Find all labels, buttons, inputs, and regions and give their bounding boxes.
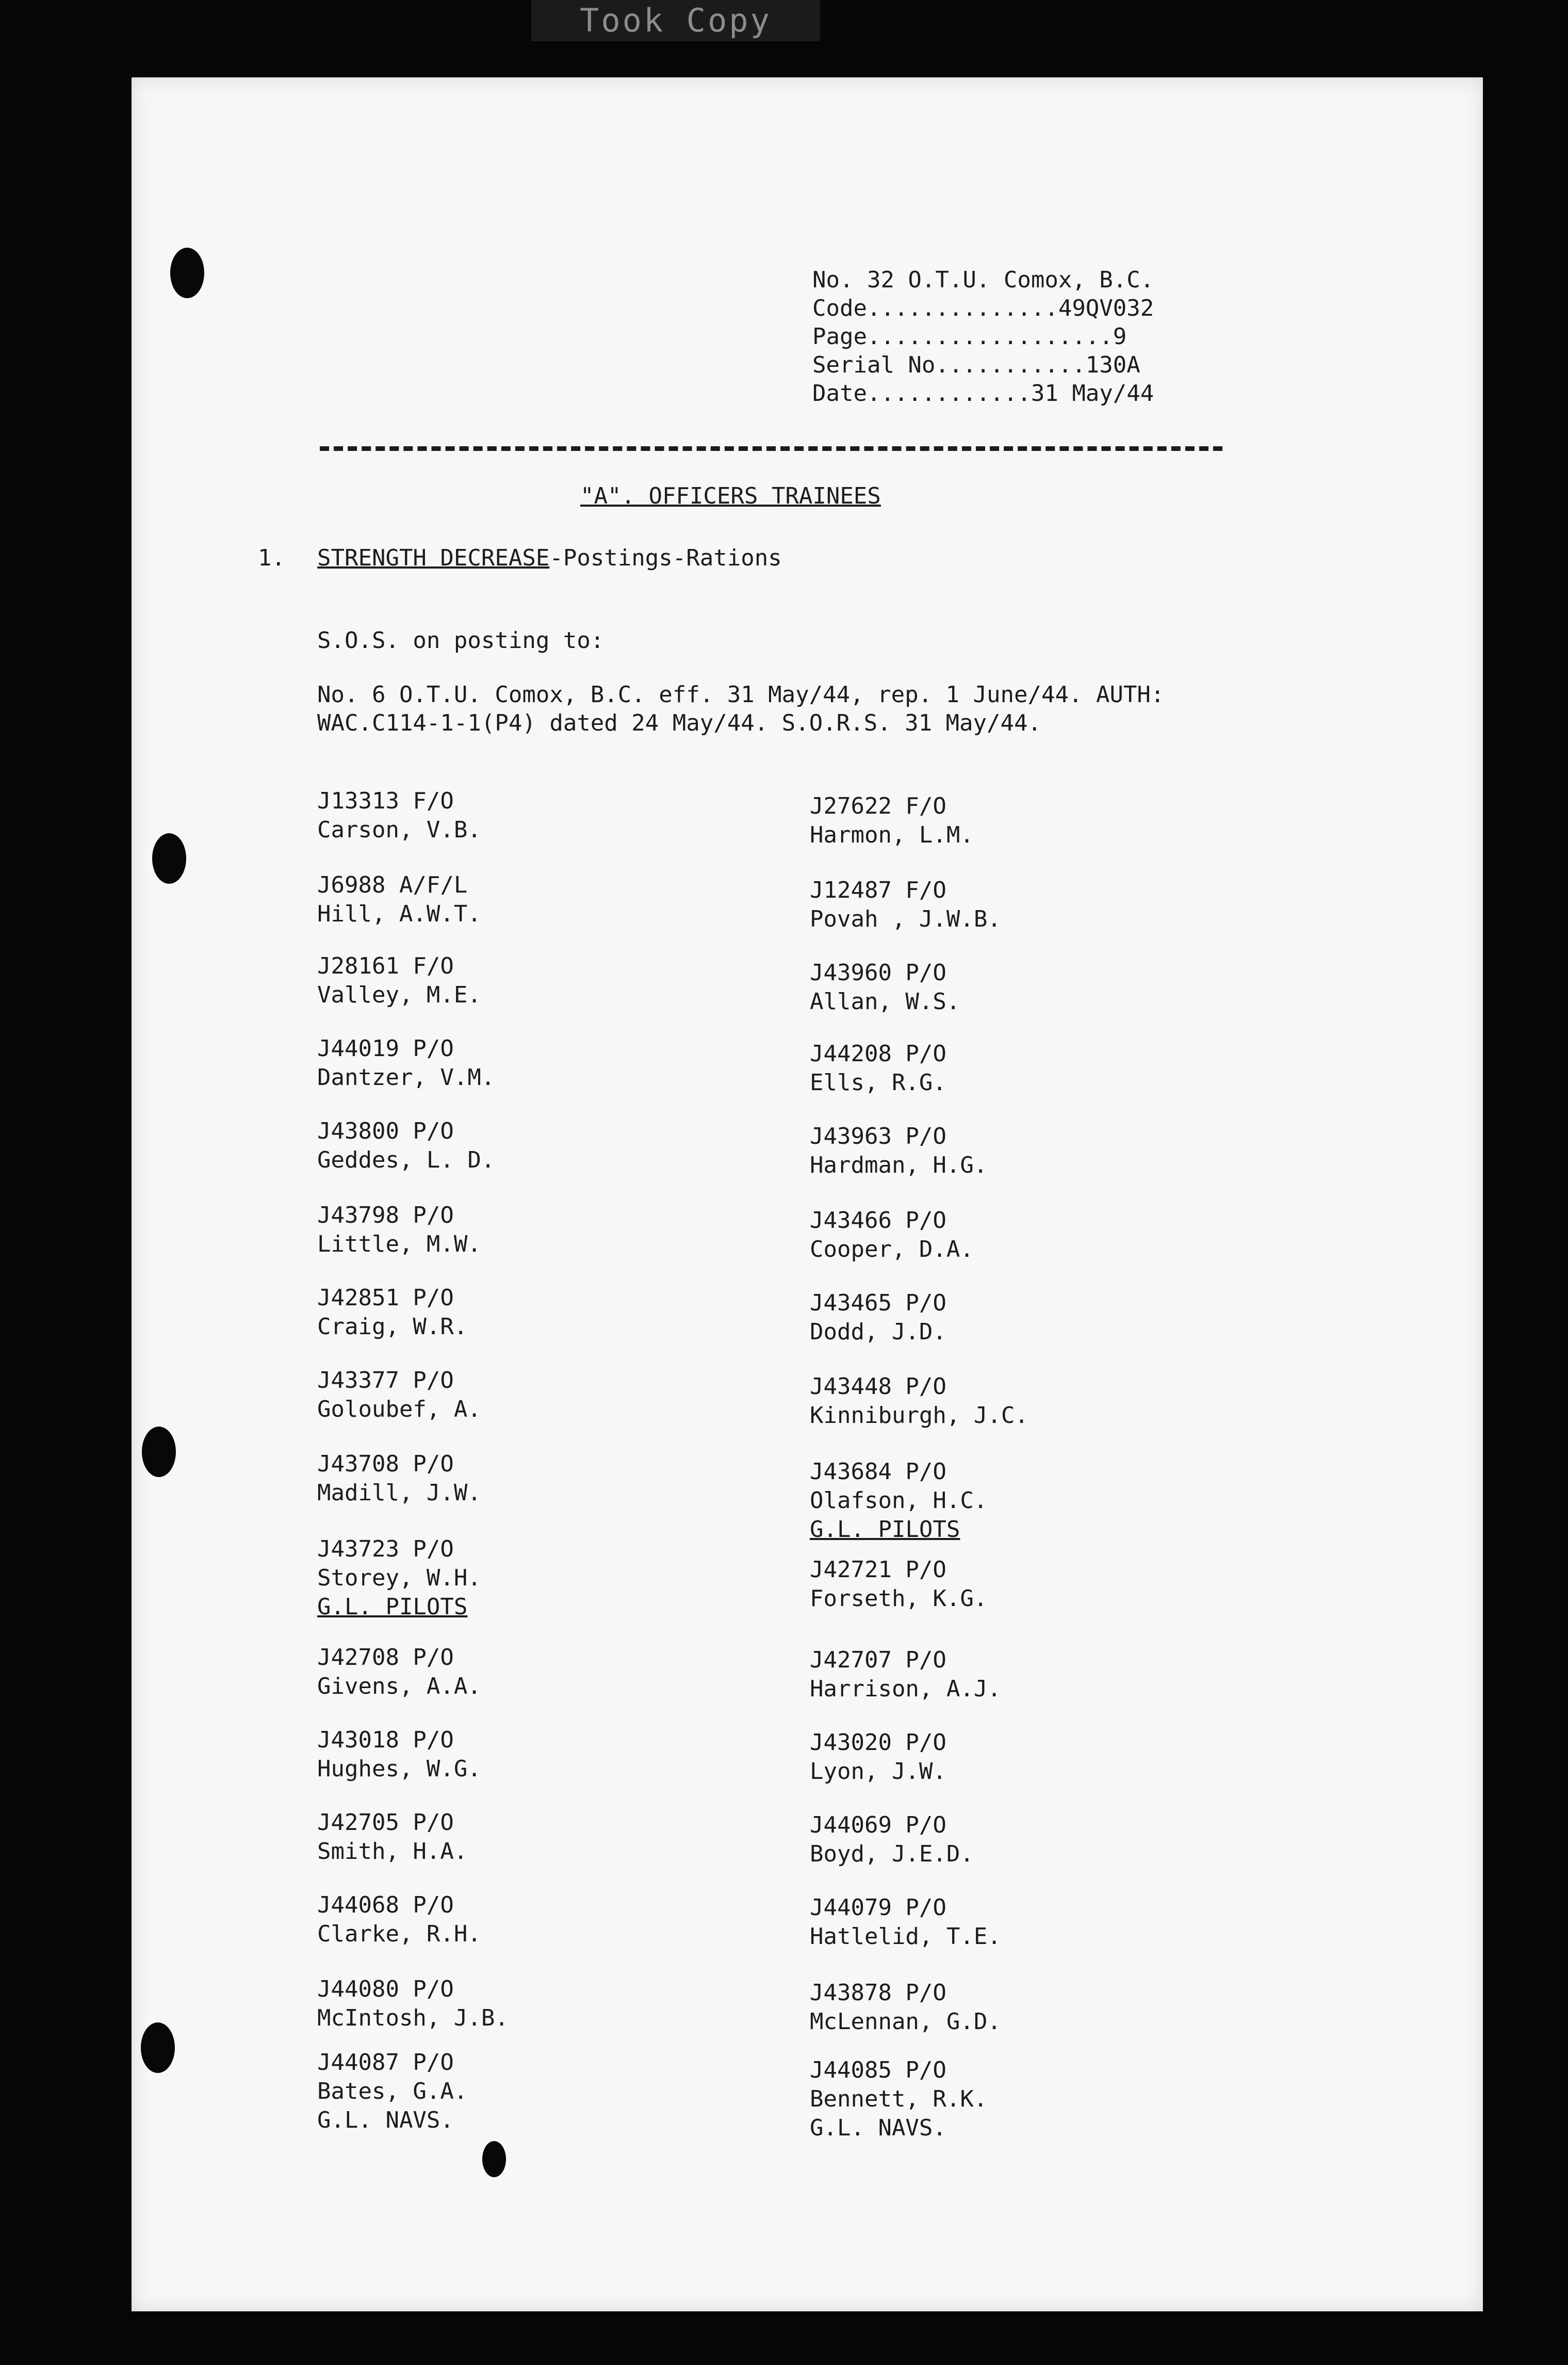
list-item xyxy=(317,787,481,845)
officer-id: J13313 F/O xyxy=(317,788,454,814)
officer-name: Craig, W.R. xyxy=(317,1314,468,1340)
list-item xyxy=(317,952,481,1010)
officer-name: Storey, W.H. xyxy=(317,1565,481,1591)
officer-name: Dantzer, V.M. xyxy=(317,1064,495,1091)
officer-id: J43708 P/O xyxy=(317,1451,454,1477)
group-label: G.L. PILOTS xyxy=(810,1516,960,1543)
officer-name: Hughes, W.G. xyxy=(317,1756,481,1782)
list-item xyxy=(317,1975,509,2033)
list-item xyxy=(810,1979,1001,2036)
officer-id: J44079 P/O xyxy=(810,1894,946,1921)
officer-id: J6988 A/F/L xyxy=(317,872,468,898)
officer-id: J42708 P/O xyxy=(317,1644,454,1671)
officer-name: Clarke, R.H. xyxy=(317,1921,481,1947)
list-item xyxy=(810,792,974,850)
officer-id: J43377 P/O xyxy=(317,1367,454,1394)
officer-id: J44080 P/O xyxy=(317,1976,454,2002)
officer-id: J42705 P/O xyxy=(317,1809,454,1836)
officer-name: Hardman, H.G. xyxy=(810,1152,988,1178)
officer-id: J43684 P/O xyxy=(810,1459,946,1485)
took-copy-stamp: Took Copy xyxy=(531,0,820,41)
list-item xyxy=(317,1117,495,1175)
officer-name: Lyon, J.W. xyxy=(810,1758,946,1785)
officer-id: J43800 P/O xyxy=(317,1118,454,1144)
officer-name: Povah , J.W.B. xyxy=(810,906,1001,932)
officer-name: Madill, J.W. xyxy=(317,1480,481,1506)
officer-name: Smith, H.A. xyxy=(317,1838,468,1865)
date-line: Date............31 May/44 xyxy=(812,380,1154,407)
item-heading-underlined: STRENGTH DECREASE xyxy=(317,545,550,571)
officer-name: Bates, G.A. xyxy=(317,2078,468,2104)
officer-id: J44068 P/O xyxy=(317,1892,454,1918)
page-line: Page..................9 xyxy=(812,323,1127,350)
group-label: G.L. NAVS. xyxy=(810,2115,946,2141)
list-item xyxy=(810,2056,987,2143)
posting-line-1: No. 6 O.T.U. Comox, B.C. eff. 31 May/44, rep. 1 June/44. AUTH: xyxy=(317,682,1165,708)
list-item xyxy=(317,1284,467,1341)
serial-line: Serial No...........130A xyxy=(812,352,1140,378)
punch-hole xyxy=(482,2141,506,2177)
code-line: Code..............49QV032 xyxy=(812,295,1154,321)
officer-name: Valley, M.E. xyxy=(317,982,481,1008)
item-number: 1. xyxy=(258,545,285,571)
officer-id: J12487 F/O xyxy=(810,877,946,903)
officer-name: Harrison, A.J. xyxy=(810,1676,1001,1702)
list-item xyxy=(317,871,481,929)
officer-name: Harmon, L.M. xyxy=(810,822,974,848)
officer-name: Givens, A.A. xyxy=(317,1673,481,1699)
officer-name: Little, M.W. xyxy=(317,1231,481,1257)
officer-id: J43878 P/O xyxy=(810,1980,946,2006)
list-item xyxy=(317,1034,495,1092)
posting-line-2: WAC.C114-1-1(P4) dated 24 May/44. S.O.R.S. 31 May/44. xyxy=(317,710,1041,736)
header-divider xyxy=(320,446,1222,451)
list-item xyxy=(810,1457,987,1544)
officer-name: Boyd, J.E.D. xyxy=(810,1841,974,1867)
list-item xyxy=(317,1201,481,1259)
list-item xyxy=(317,1726,481,1784)
list-item xyxy=(810,1122,987,1180)
unit-line: No. 32 O.T.U. Comox, B.C. xyxy=(812,267,1154,293)
list-item xyxy=(810,1040,946,1097)
list-item xyxy=(317,1535,481,1622)
officer-id: J28161 F/O xyxy=(317,953,454,979)
officer-name: Carson, V.B. xyxy=(317,817,481,843)
officer-name: Goloubef, A. xyxy=(317,1396,481,1422)
list-item xyxy=(810,1646,1001,1704)
item-heading-rest: -Postings-Rations xyxy=(549,545,782,571)
item-heading xyxy=(317,544,782,572)
section-title: "A". OFFICERS TRAINEES xyxy=(580,483,881,509)
list-item xyxy=(317,1643,481,1701)
list-item xyxy=(317,1891,481,1949)
officer-name: Bennett, R.K. xyxy=(810,2086,988,2112)
officer-id: J43448 P/O xyxy=(810,1373,946,1400)
list-item xyxy=(810,1728,946,1786)
officer-name: Olafson, H.C. xyxy=(810,1487,988,1514)
group-label: G.L. PILOTS xyxy=(317,1594,468,1620)
punch-hole xyxy=(170,248,204,298)
officer-id: J44085 P/O xyxy=(810,2057,946,2083)
officer-id: J44087 P/O xyxy=(317,2049,454,2076)
officer-id: J44069 P/O xyxy=(810,1812,946,1838)
officer-id: J27622 F/O xyxy=(810,793,946,819)
list-item xyxy=(317,2048,467,2135)
officer-name: Hill, A.W.T. xyxy=(317,901,481,927)
list-item xyxy=(317,1366,481,1424)
list-item xyxy=(317,1450,481,1508)
punch-hole xyxy=(141,2022,175,2073)
list-item xyxy=(317,1808,467,1866)
officer-name: Kinniburgh, J.C. xyxy=(810,1402,1028,1429)
list-item xyxy=(810,1206,974,1264)
officer-name: McIntosh, J.B. xyxy=(317,2005,509,2031)
officer-id: J43466 P/O xyxy=(810,1207,946,1234)
officer-id: J44019 P/O xyxy=(317,1035,454,1062)
officer-id: J43963 P/O xyxy=(810,1123,946,1149)
officer-name: Ells, R.G. xyxy=(810,1070,946,1096)
officer-id: J43020 P/O xyxy=(810,1729,946,1756)
officer-id: J43723 P/O xyxy=(317,1536,454,1562)
officer-id: J43798 P/O xyxy=(317,1202,454,1228)
list-item xyxy=(810,1289,946,1347)
officer-id: J42721 P/O xyxy=(810,1557,946,1583)
officer-name: Hatlelid, T.E. xyxy=(810,1923,1001,1950)
list-item xyxy=(810,876,1001,934)
officer-id: J42851 P/O xyxy=(317,1285,454,1311)
officer-name: Dodd, J.D. xyxy=(810,1319,946,1345)
list-item xyxy=(810,1811,974,1869)
list-item xyxy=(810,1556,987,1613)
officer-name: Allan, W.S. xyxy=(810,989,960,1015)
sos-line: S.O.S. on posting to: xyxy=(317,627,605,654)
officer-name: McLennan, G.D. xyxy=(810,2008,1001,2035)
list-item xyxy=(810,1893,1001,1951)
punch-hole xyxy=(152,833,186,884)
officer-id: J43960 P/O xyxy=(810,960,946,986)
officer-id: J44208 P/O xyxy=(810,1041,946,1067)
list-item xyxy=(810,959,960,1016)
officer-name: Forseth, K.G. xyxy=(810,1585,988,1612)
officer-id: J43465 P/O xyxy=(810,1290,946,1316)
group-label: G.L. NAVS. xyxy=(317,2107,454,2133)
officer-id: J42707 P/O xyxy=(810,1647,946,1673)
punch-hole xyxy=(142,1427,176,1477)
officer-name: Cooper, D.A. xyxy=(810,1236,974,1262)
officer-name: Geddes, L. D. xyxy=(317,1147,495,1173)
list-item xyxy=(810,1372,1028,1430)
officer-id: J43018 P/O xyxy=(317,1727,454,1753)
